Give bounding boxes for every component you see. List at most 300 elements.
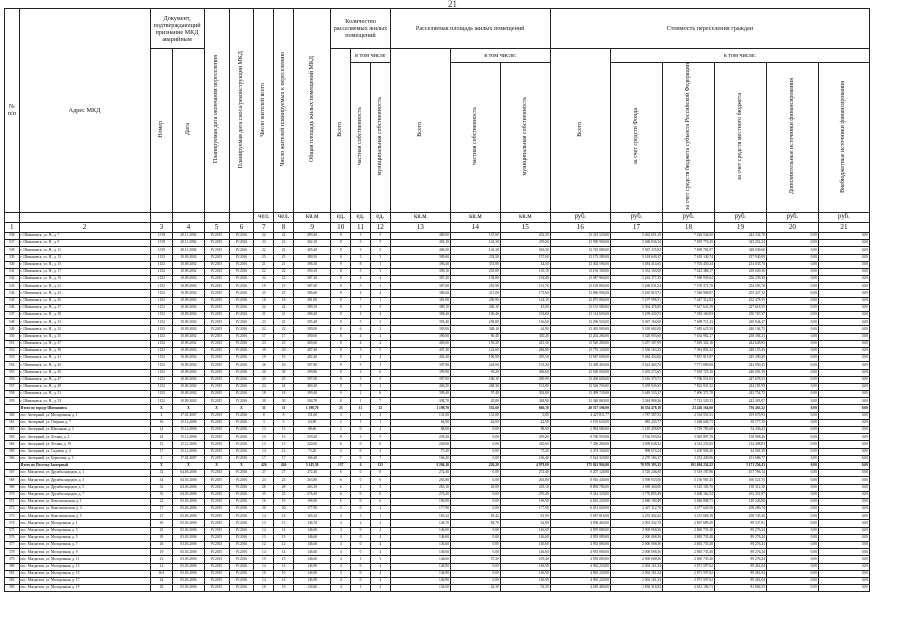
table-cell: 133 — [370, 462, 390, 469]
table-cell: IV.2016 — [229, 355, 254, 362]
table-cell: 0,00 — [818, 419, 869, 426]
table-cell: 146,60 — [390, 534, 450, 541]
table-cell: 13 202 280,00 — [550, 333, 610, 340]
table-cell: 1152 — [150, 369, 173, 376]
table-cell: IV.2015 — [204, 484, 229, 491]
table-cell: 22 — [254, 247, 274, 254]
table-cell: 0,00 — [818, 340, 869, 347]
table-cell: 8 — [331, 283, 351, 290]
table-cell: 166,40 — [293, 455, 330, 462]
table-cell: 89 276,24 — [714, 542, 766, 549]
table-cell: 7 822 031,52 — [662, 383, 714, 390]
address-cell: г. Шимановск, ул. Н., д. 11 — [19, 247, 150, 254]
table-row — [5, 398, 870, 405]
table-cell: 177,90 — [500, 506, 550, 513]
table-cell: 10 — [274, 585, 294, 592]
table-cell: 568 — [5, 477, 20, 484]
table-header — [5, 9, 870, 233]
table-cell: 402,10 — [293, 240, 330, 247]
table-cell: 12 — [274, 542, 294, 549]
table-cell: 552 — [5, 347, 20, 354]
table-cell: 4 958 460,00 — [550, 520, 610, 527]
table-cell: 0,00 — [450, 577, 500, 584]
table-cell: 70 976 393,35 — [611, 462, 663, 469]
table-cell — [5, 462, 20, 469]
table-row — [5, 534, 870, 541]
table-cell: 7 689 711,23 — [662, 319, 714, 326]
table-cell: 238 394,23 — [714, 333, 766, 340]
table-cell: 389,10 — [390, 304, 450, 311]
address-cell: пос. Магдагачи, ул. Молодежная, д. 1 — [19, 520, 150, 527]
table-cell: 1 — [370, 513, 390, 520]
table-row — [5, 563, 870, 570]
table-cell: 13 066 806,00 — [550, 290, 610, 297]
table-cell: IV.2016 — [229, 577, 254, 584]
table-cell: 136,60 — [500, 319, 550, 326]
table-cell: 4 965 220,00 — [550, 570, 610, 577]
table-cell: 146,60 — [500, 542, 550, 549]
table-cell: 426 — [254, 462, 274, 469]
table-cell: 348,90 — [500, 398, 550, 405]
table-cell: 0,00 — [766, 405, 818, 412]
table-cell: 13 520 280,00 — [550, 340, 610, 347]
table-cell: 393,00 — [293, 326, 330, 333]
table-cell: 8 — [331, 290, 351, 297]
table-cell: 64,90 — [293, 419, 330, 426]
table-cell: 242 383,07 — [714, 398, 766, 405]
table-row — [5, 355, 870, 362]
table-cell: 03.03.2006 — [173, 563, 204, 570]
table-cell: 3 — [351, 347, 371, 354]
table-cell: 4 — [370, 527, 390, 534]
table-cell: 255 427,12 — [714, 290, 766, 297]
table-cell: 272,40 — [293, 470, 330, 477]
table-cell: 22 — [254, 232, 274, 239]
table-row — [5, 254, 870, 261]
table-cell: 92,30 — [500, 585, 550, 592]
table-cell: 581 — [5, 570, 20, 577]
table-cell: 0,00 — [766, 312, 818, 319]
table-cell: 536 — [5, 232, 20, 239]
table-cell: 5 468 836,14 — [611, 240, 663, 247]
table-cell: 576 — [5, 534, 20, 541]
table-cell: 5 197 998,51 — [611, 297, 663, 304]
table-cell: 0,00 — [766, 484, 818, 491]
table-cell: IV.2016 — [229, 563, 254, 570]
table-cell: 89 461,04 — [714, 577, 766, 584]
table-cell: 5 587 816,00 — [550, 513, 610, 520]
table-cell: 426 — [274, 462, 294, 469]
table-cell: IV.2015 — [204, 570, 229, 577]
table-cell: 0 — [351, 470, 371, 477]
table-cell: 100 745,40 — [714, 513, 766, 520]
table-cell: 25 — [254, 491, 274, 498]
table-cell: 29 — [150, 534, 173, 541]
table-cell: 4 — [351, 340, 371, 347]
table-cell: 4 — [351, 290, 371, 297]
table-cell: 131,00 — [293, 412, 330, 419]
table-cell: 28 — [254, 484, 274, 491]
table-cell: IV.2016 — [229, 434, 254, 441]
table-cell: 0,00 — [818, 369, 869, 376]
table-cell: 394,70 — [293, 398, 330, 405]
table-cell: 2 867 689,49 — [662, 520, 714, 527]
table-cell: 13 087 960,00 — [550, 276, 610, 283]
table-cell: 7 617 641,59 — [662, 304, 714, 311]
table-cell: IV.2015 — [204, 290, 229, 297]
table-cell: 146,60 — [293, 534, 330, 541]
table-cell: 5 — [370, 247, 390, 254]
table-cell: 31 — [274, 405, 294, 412]
units-row: чел. чел. кв.м ед. ед. ед. кв.м кв.м кв.м руб. руб. руб. руб. руб. руб. — [5, 212, 870, 222]
table-cell: 276,40 — [390, 491, 450, 498]
table-cell: IV.2015 — [204, 376, 229, 383]
table-cell: 396,30 — [293, 261, 330, 268]
table-cell: 146,60 — [500, 534, 550, 541]
table-cell: 1 — [351, 484, 371, 491]
table-cell: 0,00 — [818, 542, 869, 549]
table-cell: 306,60 — [500, 369, 550, 376]
table-cell: 23 426 164,60 — [662, 405, 714, 412]
table-cell: 0,00 — [818, 427, 869, 434]
table-cell: 4 — [331, 534, 351, 541]
table-cell: 0,00 — [818, 319, 869, 326]
table-cell: 5 204,10 — [390, 462, 450, 469]
table-cell: 0,00 — [766, 419, 818, 426]
table-cell: 0,00 — [766, 549, 818, 556]
table-cell: 25 — [274, 254, 294, 261]
table-cell: IV.2016 — [229, 362, 254, 369]
table-cell: 3 — [331, 412, 351, 419]
header-area-priv: частная собственность — [450, 63, 500, 213]
table-cell: 5 408 162,54 — [662, 491, 714, 498]
table-cell: 10.09.2002 — [173, 312, 204, 319]
table-cell: 4 549 480,00 — [550, 585, 610, 592]
table-cell: 13 193 180,00 — [550, 268, 610, 275]
table-cell: 22 — [274, 304, 294, 311]
table-cell: 0,00 — [818, 441, 869, 448]
table-cell: 5 318 649,17 — [611, 254, 663, 261]
table-cell: 23 — [274, 477, 294, 484]
table-cell: 30 — [274, 398, 294, 405]
table-cell: 0,00 — [766, 347, 818, 354]
table-cell: 19 — [254, 283, 274, 290]
table-cell: 2 — [150, 412, 173, 419]
table-cell: 21 — [254, 261, 274, 268]
table-cell: 4 — [370, 276, 390, 283]
table-cell: 345 252,24 — [714, 240, 766, 247]
table-cell: 0,00 — [766, 254, 818, 261]
table-cell: 390,60 — [390, 333, 450, 340]
table-cell: 998 674,24 — [611, 448, 663, 455]
table-cell: 0,00 — [766, 556, 818, 563]
table-cell: 16 — [150, 419, 173, 426]
table-cell: 6 — [351, 326, 371, 333]
table-row — [5, 326, 870, 333]
table-cell: IV.2015 — [204, 542, 229, 549]
table-cell: 81 966,35 — [714, 585, 766, 592]
table-cell: IV.2016 — [229, 312, 254, 319]
table-cell: 0,00 — [818, 534, 869, 541]
table-cell: 0,00 — [818, 484, 869, 491]
table-cell: 8 — [331, 434, 351, 441]
table-cell: 03.03.2006 — [173, 570, 204, 577]
address-cell: г. Шимановск, ул. Н., д. 29 — [19, 312, 150, 319]
table-row — [5, 240, 870, 247]
table-cell: 13 105 800,00 — [550, 283, 610, 290]
table-cell: 13 — [274, 427, 294, 434]
table-cell: 263,80 — [293, 477, 330, 484]
table-cell: IV.2015 — [204, 304, 229, 311]
table-cell: IV.2016 — [229, 542, 254, 549]
table-cell: 22 — [254, 326, 274, 333]
table-cell: 13 340 860,00 — [550, 398, 610, 405]
table-cell: 263,80 — [390, 477, 450, 484]
table-cell: 10.09.2002 — [173, 254, 204, 261]
table-cell: 20 — [254, 347, 274, 354]
table-cell: 167 766,14 — [714, 470, 766, 477]
table-cell: 12 875 800,00 — [550, 297, 610, 304]
table-cell: 256 239,30 — [714, 276, 766, 283]
table-cell: 9 — [331, 261, 351, 268]
table-cell: 1 787 587,53 — [611, 412, 663, 419]
table-cell: 4 — [351, 355, 371, 362]
table-cell: 6 — [331, 441, 351, 448]
table-cell: IV.2016 — [229, 340, 254, 347]
table-cell: 0 — [351, 427, 371, 434]
table-cell: 2 000 068,36 — [611, 556, 663, 563]
table-cell: 0,00 — [766, 441, 818, 448]
table-cell: 400,60 — [293, 340, 330, 347]
table-cell: 6 — [331, 477, 351, 484]
address-cell: пос. Магдагачи, ул. Молодежная, д. 15 — [19, 570, 150, 577]
table-cell: 5 462 651,10 — [611, 232, 663, 239]
table-cell: 13 — [274, 520, 294, 527]
table-cell: 1152 — [150, 290, 173, 297]
table-cell: 15 — [150, 441, 173, 448]
table-cell: 5 — [370, 304, 390, 311]
table-cell: 396,30 — [390, 261, 450, 268]
table-cell: IV.2015 — [204, 513, 229, 520]
table-cell: IV.2015 — [204, 563, 229, 570]
table-cell: 387,60 — [293, 283, 330, 290]
table-cell: 7 568 939,64 — [662, 276, 714, 283]
table-cell: IV.2015 — [204, 448, 229, 455]
table-cell: IV.2015 — [204, 232, 229, 239]
table-row — [5, 513, 870, 520]
table-cell: 7 963 802,32 — [662, 347, 714, 354]
table-cell: 8 — [351, 261, 371, 268]
table-cell: 220,60 — [500, 441, 550, 448]
table-cell: 550 — [5, 333, 20, 340]
table-row — [5, 347, 870, 354]
table-cell: 4 978,00 — [500, 462, 550, 469]
header-address: Адрес МКД — [19, 9, 150, 213]
table-cell: 4 955 080,00 — [550, 527, 610, 534]
table-cell: 263,50 — [500, 247, 550, 254]
table-cell: 5 457 307,99 — [611, 340, 663, 347]
table-cell: 142,30 — [450, 247, 500, 254]
table-cell: 0,00 — [818, 448, 869, 455]
table-cell: 7 857 815,97 — [662, 355, 714, 362]
table-cell: 2 000 068,36 — [611, 527, 663, 534]
table-cell: 3 — [370, 506, 390, 513]
table-cell: 163 351,97 — [714, 491, 766, 498]
table-cell: 13 430 600,00 — [550, 376, 610, 383]
table-cell: 0,00 — [766, 290, 818, 297]
table-cell: 146,60 — [390, 542, 450, 549]
table-cell: 211,00 — [450, 290, 500, 297]
table-cell: 0,00 — [766, 369, 818, 376]
table-cell: 0,00 — [766, 276, 818, 283]
address-cell: пос. Магдагачи, ул. Молодежная, д. 7 — [19, 542, 150, 549]
table-row — [5, 585, 870, 592]
table-row — [5, 312, 870, 319]
table-cell: 0,00 — [818, 362, 869, 369]
table-cell: 240 104,75 — [714, 326, 766, 333]
table-cell: 23 — [331, 405, 351, 412]
table-cell: 7 713 529,33 — [662, 398, 714, 405]
table-cell: IV.2016 — [229, 427, 254, 434]
table-cell: IV.2015 — [204, 276, 229, 283]
table-cell: 0,00 — [766, 340, 818, 347]
table-cell: 2 — [331, 419, 351, 426]
table-cell: 553 — [5, 355, 20, 362]
table-cell: 386,60 — [293, 290, 330, 297]
table-cell: 10.09.2002 — [173, 268, 204, 275]
table-cell: 573 — [5, 513, 20, 520]
address-cell: пос. Заозерный, ул. Молодежная, д. 1 — [19, 412, 150, 419]
table-cell: 20.11.2002 — [173, 247, 204, 254]
table-cell: 0,00 — [818, 283, 869, 290]
table-cell: 18 — [254, 391, 274, 398]
table-cell: 10.09.2002 — [173, 398, 204, 405]
table-cell: 259,20 — [500, 240, 550, 247]
address-cell: пос. Магдагачи, ул. Дружбы народов, д. 7 — [19, 491, 150, 498]
table-row — [5, 391, 870, 398]
table-cell: 27 — [274, 470, 294, 477]
table-cell: 0,00 — [450, 498, 500, 505]
table-cell: 394,70 — [390, 398, 450, 405]
table-cell: 2 994 680,00 — [550, 427, 610, 434]
table-cell: 562 — [5, 427, 20, 434]
table-cell: 244 332,70 — [714, 232, 766, 239]
table-cell: 19 — [254, 355, 274, 362]
table-cell: 4 — [331, 513, 351, 520]
table-cell: 03.03.2006 — [173, 520, 204, 527]
table-cell: 03.03.2006 — [173, 498, 204, 505]
table-cell: 03.03.2006 — [173, 527, 204, 534]
table-cell: IV.2015 — [204, 283, 229, 290]
table-cell: IV.2015 — [204, 347, 229, 354]
table-cell: IV.2015 — [204, 549, 229, 556]
table-cell: 64,90 — [390, 419, 450, 426]
table-cell: 14 — [254, 563, 274, 570]
table-cell: 1 198,70 — [390, 405, 450, 412]
table-cell: 560 — [5, 412, 20, 419]
table-cell: 20 — [274, 506, 294, 513]
table-cell: 14 — [274, 513, 294, 520]
table-cell: 6 — [370, 491, 390, 498]
address-cell: г. Шимановск, ул. Н., д. 37 — [19, 340, 150, 347]
table-cell: 3 231 668,18 — [662, 513, 714, 520]
table-cell: 381,00 — [390, 297, 450, 304]
table-cell: 0 — [351, 477, 371, 484]
table-cell: 39 577,50 — [714, 419, 766, 426]
table-cell: IV.2016 — [229, 527, 254, 534]
table-cell: 564 — [5, 441, 20, 448]
table-cell: 13 — [254, 534, 274, 541]
table-cell: 256,90 — [450, 297, 500, 304]
table-cell: 0,00 — [818, 297, 869, 304]
table-cell: 5 — [351, 319, 371, 326]
table-cell: 381,00 — [293, 297, 330, 304]
table-cell: 24 — [150, 434, 173, 441]
table-cell: 97,40 — [450, 391, 500, 398]
table-cell: 402,40 — [293, 355, 330, 362]
table-cell: 19 — [150, 549, 173, 556]
table-cell: 122,60 — [450, 347, 500, 354]
table-cell: 3 — [351, 513, 371, 520]
address-cell: г. Шимановск, ул. Н., д. 47 — [19, 376, 150, 383]
table-cell: 399,40 — [293, 391, 330, 398]
table-cell: 8 — [331, 232, 351, 239]
table-cell: 561 — [5, 419, 20, 426]
table-cell: 244 181,99 — [714, 383, 766, 390]
table-cell: 2 — [370, 448, 390, 455]
table-cell: 7 806 371,70 — [662, 391, 714, 398]
table-row — [5, 376, 870, 383]
table-cell: 218,10 — [500, 484, 550, 491]
table-cell: 13 — [254, 427, 274, 434]
header-area-group: Расселяемая площадь жилых помещений — [390, 9, 550, 49]
table-cell: 2 004 161,34 — [611, 570, 663, 577]
column-numbers-row: 1 2 3 4 5 6 7 8 9 10 11 12 13 14 15 16 17 18 19 20 21 — [5, 222, 870, 232]
table-cell: 2 427 112,70 — [611, 506, 663, 513]
table-cell: 543 — [5, 283, 20, 290]
table-cell: IV.2016 — [229, 498, 254, 505]
address-cell: пос. Заозерный, ул. Береговая, д. 3 — [19, 455, 150, 462]
table-cell: 12 — [254, 542, 274, 549]
table-cell: X — [150, 462, 173, 469]
table-cell: 2 865 735,40 — [662, 527, 714, 534]
table-cell: 542 — [5, 276, 20, 283]
table-cell: 5 328 903,60 — [611, 333, 663, 340]
table-cell: 8 — [331, 240, 351, 247]
table-cell: 237 940,00 — [714, 254, 766, 261]
table-cell: 7 576 371,76 — [662, 283, 714, 290]
table-cell: 10.09.2002 — [173, 283, 204, 290]
table-cell: 0,00 — [766, 527, 818, 534]
table-cell: 389,60 — [390, 254, 450, 261]
table-row — [5, 484, 870, 491]
table-cell: IV.2015 — [204, 398, 229, 405]
address-cell: г. Шимановск, ул. Н., д. 7 — [19, 232, 150, 239]
table-cell: 0,00 — [766, 448, 818, 455]
table-cell: 192,00 — [500, 312, 550, 319]
table-cell: 0,00 — [766, 304, 818, 311]
table-row — [5, 290, 870, 297]
table-row — [5, 441, 870, 448]
table-cell: IV.2016 — [229, 254, 254, 261]
table-cell: 0 — [351, 498, 371, 505]
table-cell: IV.2016 — [229, 333, 254, 340]
table-cell: 0,00 — [766, 491, 818, 498]
table-cell: 28 — [150, 585, 173, 592]
table-cell: 3 009 638,12 — [611, 441, 663, 448]
subtotal-row — [5, 462, 870, 469]
table-cell: 0,00 — [766, 520, 818, 527]
